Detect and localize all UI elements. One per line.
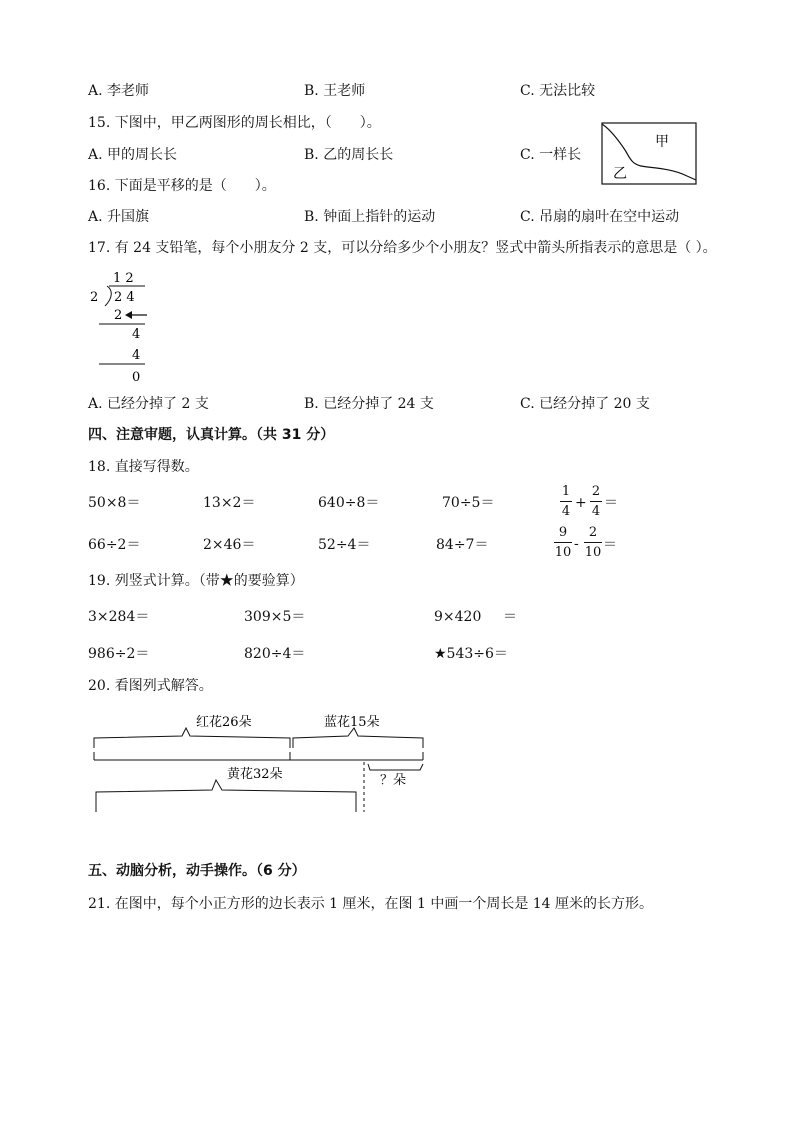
q18-stem: 18. 直接写得数。 — [88, 459, 199, 475]
frac2-denominator1: 10 — [554, 545, 572, 560]
q19-r1c3-equals: ＝ — [503, 609, 517, 625]
frac1-denominator2: 4 — [591, 504, 601, 519]
frac2-equals: ＝ — [603, 537, 617, 553]
q18-r2c3: 52÷4＝ — [318, 537, 371, 553]
q19-r1c1: 3×284＝ — [88, 609, 150, 625]
q15-option-a: A. 甲的周长长 — [88, 147, 178, 163]
q20-bar-diagram — [90, 708, 435, 820]
q17-option-c: C. 已经分掉了 20 支 — [520, 396, 650, 412]
label-yellow: 黄花32朵 — [227, 767, 283, 782]
frac1-equals: ＝ — [604, 495, 618, 511]
q17-stem: 17. 有 24 支铅笔，每个小朋友分 2 支，可以分给多少个小朋友？竖式中箭头所指表示的意思是（ ）。 — [88, 240, 717, 256]
q19-r2c2: 820÷4＝ — [244, 646, 306, 662]
label-red: 红花26朵 — [196, 715, 252, 730]
label-unknown: ？朵 — [380, 773, 407, 788]
frac1-numerator1: 1 — [561, 484, 571, 499]
q18-r1c3: 640÷8＝ — [318, 495, 380, 511]
divisor: 2 — [90, 290, 99, 305]
label-jia: 甲 — [655, 134, 669, 150]
q18-r1c1: 50×8＝ — [88, 495, 141, 511]
remainder1: 4 — [132, 327, 141, 342]
q15-stem: 15. 下图中，甲乙两图形的周长相比，（ ）。 — [88, 115, 381, 131]
q18-r1c4: 70÷5＝ — [442, 495, 495, 511]
frac1-denominator1: 4 — [561, 504, 571, 519]
quotient: 1 2 — [113, 271, 134, 286]
section-5-title: 五、动脑分析，动手操作。（6 分） — [88, 863, 306, 879]
q15-figure — [601, 122, 698, 186]
q18-r1c2: 13×2＝ — [203, 495, 256, 511]
q14-option-a: A. 李老师 — [88, 83, 150, 99]
q19-r1c2: 309×5＝ — [244, 609, 306, 625]
q19-r1c3: 9×420 — [434, 609, 482, 625]
frac2-denominator2: 10 — [584, 545, 602, 560]
q19-r2c3: ★543÷6＝ — [434, 646, 508, 662]
q18-r2c2: 2×46＝ — [203, 537, 256, 553]
remainder2: 0 — [132, 370, 141, 385]
q18-r2c4: 84÷7＝ — [436, 537, 489, 553]
label-blue: 蓝花15朵 — [324, 715, 380, 730]
q20-stem: 20. 看图列式解答。 — [88, 678, 213, 694]
frac2-numerator2: 2 — [588, 525, 598, 540]
q14-option-c: C. 无法比较 — [520, 83, 596, 99]
long-division — [85, 268, 165, 386]
q16-option-b: B. 钟面上指针的运动 — [304, 209, 436, 225]
q21-stem: 21. 在图中，每个小正方形的边长表示 1 厘米，在图 1 中画一个周长是 14 厘米的长方形。 — [88, 896, 654, 912]
q18-r2c1: 66÷2＝ — [88, 537, 141, 553]
q16-option-a: A. 升国旗 — [88, 209, 150, 225]
section-4-title: 四、注意审题，认真计算。（共 31 分） — [88, 427, 335, 443]
q17-option-b: B. 已经分掉了 24 支 — [304, 396, 434, 412]
q17-option-a: A. 已经分掉了 2 支 — [88, 396, 209, 412]
q15-option-c: C. 一样长 — [520, 147, 582, 163]
q14-option-b: B. 王老师 — [304, 83, 366, 99]
step1: 2 — [114, 308, 123, 323]
frac1-operator: + — [575, 495, 587, 511]
q19-stem: 19. 列竖式计算。（带★的要验算） — [88, 573, 304, 589]
label-yi: 乙 — [613, 166, 627, 182]
frac1-numerator2: 2 — [591, 484, 601, 499]
q19-r2c1: 986÷2＝ — [88, 646, 150, 662]
frac2-operator: - — [574, 536, 579, 552]
q16-option-c: C. 吊扇的扇叶在空中运动 — [520, 209, 680, 225]
q16-stem: 16. 下面是平移的是（ ）。 — [88, 178, 276, 194]
step2: 4 — [132, 348, 141, 363]
arrow-icon — [125, 311, 147, 319]
dividend: 2 4 — [114, 290, 135, 305]
frac2-numerator1: 9 — [558, 525, 568, 540]
q15-option-b: B. 乙的周长长 — [304, 147, 394, 163]
